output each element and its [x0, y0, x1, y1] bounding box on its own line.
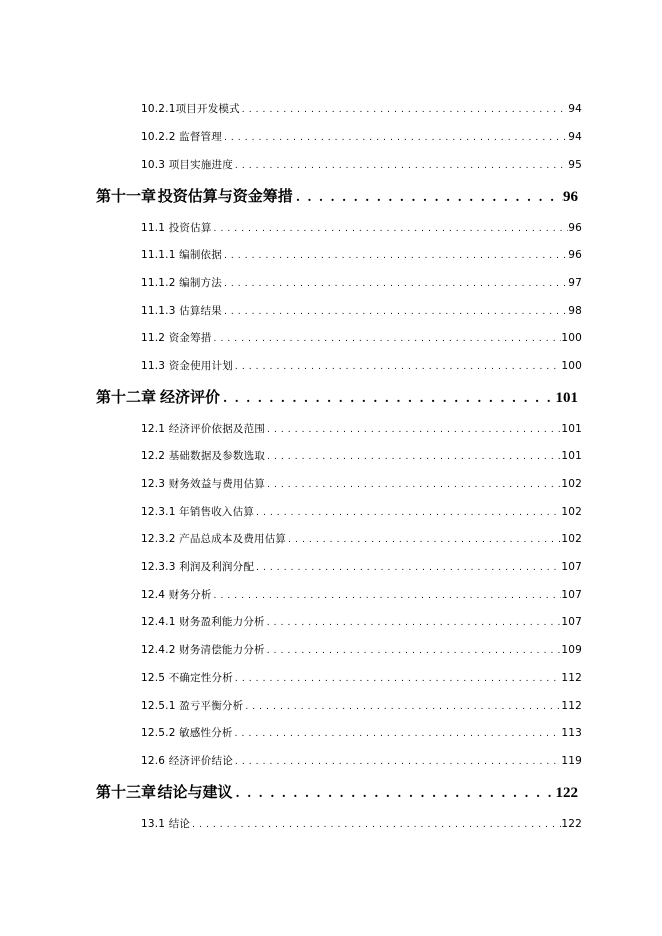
- toc-entry-label: 10.3 项目实施进度: [141, 159, 233, 171]
- dot-leader: [190, 820, 561, 830]
- toc-entry-label: 11.1.1 编制依据: [141, 249, 222, 261]
- dot-leader: [243, 702, 561, 712]
- toc-page-number: 96: [568, 249, 582, 261]
- toc-entry-label: 12.4.2 财务清偿能力分析: [141, 644, 265, 656]
- toc-entry-12-5-1[interactable]: [141, 698, 582, 713]
- toc-entry-label: 13.1 结论: [141, 818, 191, 830]
- toc-page-number: 107: [561, 589, 582, 601]
- toc-entry-label: 12.3 财务效益与费用估算: [141, 478, 266, 490]
- chapter-title: 结论与建议: [157, 783, 233, 801]
- toc-page-number: 101: [561, 450, 582, 462]
- chapter-number: 第十一章: [96, 187, 157, 205]
- toc-entry-11-1-2[interactable]: [141, 275, 582, 290]
- toc-page-number: 97: [568, 277, 582, 289]
- toc-entry-12-3-3[interactable]: [141, 559, 582, 574]
- toc-page-number: 95: [568, 159, 582, 171]
- toc-page-number: 94: [568, 103, 582, 115]
- toc-entry-12-5-2[interactable]: [141, 725, 582, 740]
- dot-leader: [254, 563, 561, 573]
- toc-entry-label: 12.4.1 财务盈利能力分析: [141, 616, 265, 628]
- toc-entry-label: 10.2.1项目开发模式: [141, 103, 240, 115]
- dot-leader: [265, 646, 562, 656]
- dot-leader: [254, 508, 561, 518]
- toc-page-number: 122: [555, 785, 578, 801]
- toc-page-number: 113: [561, 727, 582, 739]
- toc-entry-11-1[interactable]: [141, 220, 582, 235]
- chapter-number: 第十二章: [96, 388, 157, 406]
- dot-leader: [286, 535, 561, 545]
- toc-entry-label: 12.5.1 盈亏平衡分析: [141, 700, 244, 712]
- dot-leader: [233, 362, 561, 372]
- dot-leader: [265, 452, 561, 462]
- toc-entry-label: 11.1.3 估算结果: [141, 305, 222, 317]
- toc-page-number: 98: [568, 305, 582, 317]
- toc-entry-12-4-2[interactable]: [141, 642, 582, 657]
- dot-leader: [212, 591, 562, 601]
- toc-page-number: 119: [561, 755, 582, 767]
- toc-entry-12-4-1[interactable]: [141, 614, 582, 629]
- dot-leader: [233, 674, 561, 684]
- toc-page-number: 94: [568, 131, 582, 143]
- toc-page-number: 101: [555, 390, 578, 406]
- toc-entry-12-5[interactable]: [141, 670, 582, 685]
- dot-leader: [233, 729, 562, 739]
- toc-entry-12-3-1[interactable]: [141, 504, 582, 519]
- toc-entry-12-1[interactable]: [141, 421, 582, 436]
- toc-entry-12-3-2[interactable]: [141, 531, 582, 546]
- toc-page-number: 112: [561, 700, 582, 712]
- dot-leader: [222, 133, 568, 143]
- toc-entry-label: 11.2 资金筹措: [141, 332, 212, 344]
- toc-entry-label: 12.3.3 利润及利润分配: [141, 561, 255, 573]
- toc-page-number: 102: [561, 533, 582, 545]
- dot-leader: [220, 391, 555, 405]
- toc-entry-12-4[interactable]: [141, 587, 582, 602]
- toc-entry-label: 11.1.2 编制方法: [141, 277, 222, 289]
- toc-page-number: 122: [561, 818, 582, 830]
- toc-entry-12-2[interactable]: [141, 448, 582, 463]
- dot-leader: [233, 786, 556, 800]
- toc-chapter-12[interactable]: [96, 386, 578, 407]
- dot-leader: [265, 425, 561, 435]
- toc-entry-label: 12.5.2 敏感性分析: [141, 727, 233, 739]
- toc-entry-11-1-3[interactable]: [141, 303, 582, 318]
- dot-leader: [212, 224, 569, 234]
- dot-leader: [265, 480, 561, 490]
- toc-chapter-13[interactable]: [96, 781, 578, 802]
- chapter-number: 第十三章: [96, 783, 157, 801]
- dot-leader: [293, 190, 563, 204]
- toc-entry-label: 12.6 经济评价结论: [141, 755, 233, 767]
- toc-page-number: 112: [561, 672, 582, 684]
- toc-entry-label: 10.2.2 监督管理: [141, 131, 222, 143]
- toc-page-number: 109: [561, 644, 582, 656]
- toc-entry-label: 12.3.1 年销售收入估算: [141, 506, 255, 518]
- toc-page-number: 96: [568, 222, 582, 234]
- dot-leader: [222, 307, 568, 317]
- toc-page-number: 102: [561, 478, 582, 490]
- toc-chapter-11[interactable]: [96, 185, 578, 206]
- toc-page-number: 96: [563, 189, 578, 205]
- toc-entry-11-3[interactable]: [141, 358, 582, 373]
- toc-entry-label: 11.1 投资估算: [141, 222, 212, 234]
- toc-entry-label: 11.3 资金使用计划: [141, 360, 233, 372]
- toc-entry-10-2-2[interactable]: [141, 129, 582, 144]
- dot-leader: [233, 161, 568, 171]
- toc-entry-12-6[interactable]: [141, 753, 582, 768]
- toc-entry-12-3[interactable]: [141, 476, 582, 491]
- dot-leader: [212, 334, 562, 344]
- toc-entry-10-2-1[interactable]: [141, 101, 582, 116]
- toc-entry-label: 12.4 财务分析: [141, 589, 212, 601]
- toc-page-number: 107: [561, 561, 582, 573]
- dot-leader: [222, 251, 568, 261]
- toc-page-number: 100: [561, 332, 582, 344]
- dot-leader: [233, 757, 561, 767]
- dot-leader: [222, 279, 568, 289]
- dot-leader: [240, 105, 568, 115]
- toc-entry-13-1[interactable]: [141, 816, 582, 831]
- dot-leader: [265, 618, 562, 628]
- toc-page-number: 100: [561, 360, 582, 372]
- toc-entry-label: 12.1 经济评价依据及范围: [141, 423, 266, 435]
- toc-page-number: 107: [561, 616, 582, 628]
- chapter-title: 投资估算与资金筹措: [157, 187, 293, 205]
- toc-page-number: 102: [561, 506, 582, 518]
- toc-entry-label: 12.3.2 产品总成本及费用估算: [141, 533, 287, 545]
- toc-entry-label: 12.5 不确定性分析: [141, 672, 233, 684]
- toc-entry-11-1-1[interactable]: [141, 247, 582, 262]
- chapter-title: 经济评价: [160, 388, 221, 406]
- toc-page-number: 101: [561, 423, 582, 435]
- toc-entry-11-2[interactable]: [141, 330, 582, 345]
- toc-entry-label: 12.2 基础数据及参数选取: [141, 450, 266, 462]
- toc-entry-10-3[interactable]: [141, 157, 582, 172]
